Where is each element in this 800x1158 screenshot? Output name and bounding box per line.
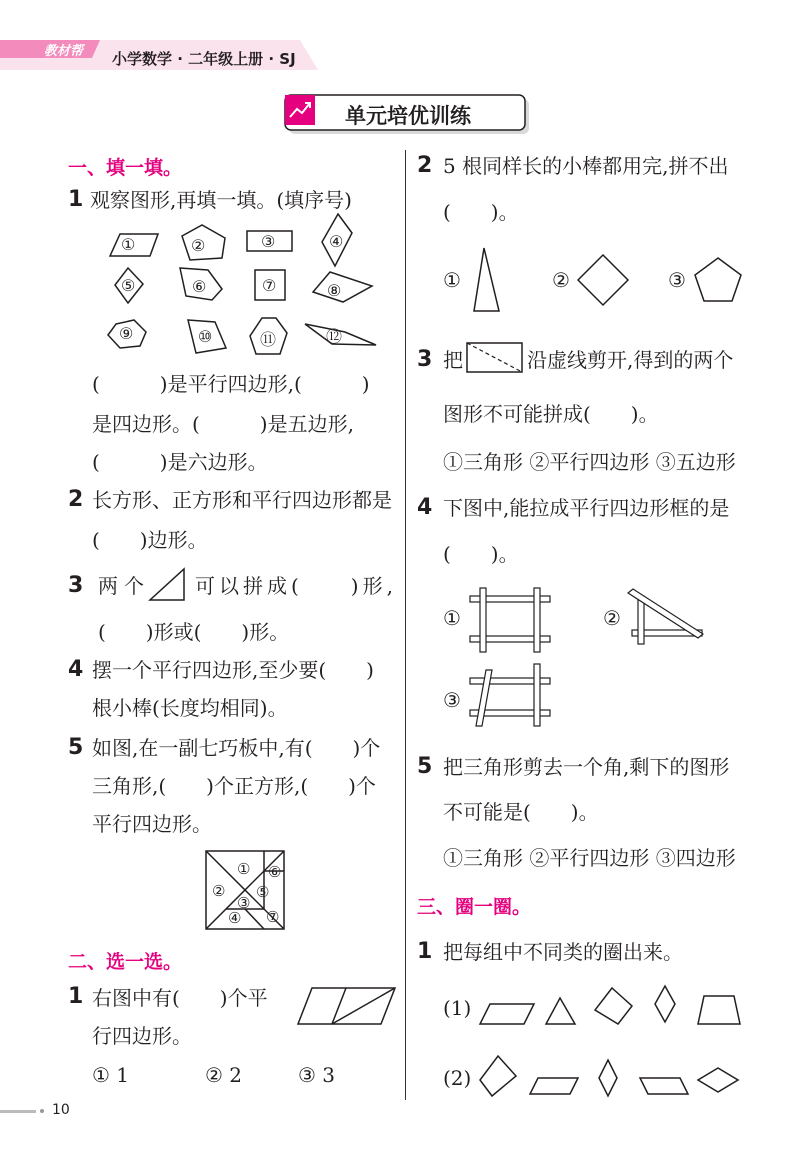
r-q4-line-2: ( )。 <box>443 542 519 566</box>
q1-mark-10: ⑩ <box>198 327 213 346</box>
r-q2-line-1: 5 根同样长的小棒都用完,拼不出 <box>443 154 729 178</box>
r-q3-number: 3 <box>417 347 433 372</box>
unit-title: 单元培优训练 <box>345 104 471 128</box>
r-q2-line-2: ( )。 <box>443 200 519 224</box>
r-q5-line-1: 把三角形剪去一个角,剩下的图形 <box>443 755 730 779</box>
q4-line-1: 摆一个平行四边形,至少要( ) <box>92 658 374 682</box>
r-q4-number: 4 <box>417 495 433 520</box>
q1-mark-9: ⑨ <box>119 324 134 343</box>
r-q3-options[interactable]: ①三角形 ②平行四边形 ③五边形 <box>443 450 736 474</box>
q3-line-2: ( )形或( )形。 <box>98 620 290 644</box>
q3-text-b: 可以拼成( )形, <box>195 574 397 598</box>
q1-line-1: ( )是平行四边形,( ) <box>92 372 370 396</box>
g1-parallelogram <box>480 1004 534 1024</box>
q1-mark-11: ⑪ <box>260 330 277 349</box>
q1-text: 观察图形,再填一填。(填序号) <box>90 188 352 212</box>
r-q4-mark-2: ② <box>603 606 621 630</box>
q2-number: 2 <box>68 487 84 512</box>
q6-number: 1 <box>68 984 84 1009</box>
tangram-mark-2: ② <box>212 882 226 900</box>
q1-mark-1: ① <box>121 235 136 254</box>
r-q2-mark-2: ② <box>552 268 570 292</box>
q1-mark-5: ⑤ <box>121 276 136 295</box>
q1-mark-6: ⑥ <box>192 277 207 296</box>
tangram-mark-1: ① <box>237 860 251 878</box>
q2-line-1: 长方形、正方形和平行四边形都是 <box>92 488 392 512</box>
q1-line-2: 是四边形。( )是五边形, <box>92 412 354 436</box>
g2-parallelogram <box>530 1078 578 1094</box>
r-q6-number: 1 <box>417 939 433 964</box>
q3-text-a: 两个 <box>98 574 150 598</box>
r-q2-mark-1: ① <box>443 268 461 292</box>
g2-rhombus-2 <box>698 1068 738 1092</box>
footer-rule <box>0 1110 36 1113</box>
r-q5-number: 5 <box>417 754 433 779</box>
group-1-label: (1) <box>443 996 472 1020</box>
g1-quadrilateral <box>595 988 632 1024</box>
g1-trapezoid <box>698 996 740 1024</box>
g2-parallelogram-2 <box>640 1078 688 1094</box>
r-q5-line-2: 不可能是( )。 <box>443 800 599 824</box>
r-q3-line-2: 图形不可能拼成( )。 <box>443 402 659 426</box>
section-fill-in: 一、填一填。 <box>68 157 183 179</box>
q4-line-2: 根小棒(长度均相同)。 <box>92 696 288 720</box>
q5-line-3: 平行四边形。 <box>92 812 212 836</box>
q1-mark-2: ② <box>191 236 206 255</box>
q1-mark-8: ⑧ <box>327 281 342 300</box>
q3-number: 3 <box>68 573 84 598</box>
q2-line-2: ( )边形。 <box>92 528 208 552</box>
r-q5-options[interactable]: ①三角形 ②平行四边形 ③四边形 <box>443 846 736 870</box>
g1-rhombus <box>655 986 675 1022</box>
g2-quadrilateral <box>480 1056 516 1096</box>
q1-mark-4: ④ <box>329 232 344 251</box>
r-q6-line-1: 把每组中不同类的圈出来。 <box>443 940 683 964</box>
tangram-mark-7: ⑦ <box>266 908 280 926</box>
q6-option-3[interactable]: ③ 3 <box>298 1063 336 1087</box>
r-q2-mark-3: ③ <box>668 268 686 292</box>
tangram-mark-6: ⑥ <box>268 863 282 881</box>
q5-line-2: 三角形,( )个正方形,( )个 <box>92 774 376 798</box>
brand-badge: 教材帮 <box>44 44 84 59</box>
r-q4-mark-3: ③ <box>443 688 461 712</box>
page-number: 10 <box>52 1102 70 1118</box>
q1-mark-7: ⑦ <box>262 276 277 295</box>
q1-mark-3: ③ <box>261 232 276 251</box>
q5-line-1: 如图,在一副七巧板中,有( )个 <box>92 736 381 760</box>
q6-line-2: 行四边形。 <box>92 1024 192 1048</box>
section-choose: 二、选一选。 <box>68 951 183 973</box>
tangram-mark-4: ④ <box>228 909 242 927</box>
q6-option-1[interactable]: ① 1 <box>92 1063 130 1087</box>
r-q3-text-b: 沿虚线剪开,得到的两个 <box>527 348 734 372</box>
q5-number: 5 <box>68 735 84 760</box>
footer-dot <box>40 1109 44 1113</box>
section-circle: 三、圈一圈。 <box>417 896 532 918</box>
group-2-label: (2) <box>443 1066 472 1090</box>
r-q4-line-1: 下图中,能拉成平行四边形框的是 <box>443 496 730 520</box>
q1-line-3: ( )是六边形。 <box>92 450 268 474</box>
q1-number: 1 <box>68 187 84 212</box>
tangram-mark-3: ③ <box>237 894 251 912</box>
tangram-mark-5: ⑤ <box>256 883 270 901</box>
q1-mark-12: ⑫ <box>326 327 343 346</box>
q4-number: 4 <box>68 657 84 682</box>
book-title: 小学数学 · 二年级上册 · SJ <box>112 50 296 68</box>
q6-option-2[interactable]: ② 2 <box>205 1063 243 1087</box>
r-q4-mark-1: ① <box>443 606 461 630</box>
r-q3-text-a: 把 <box>443 348 463 372</box>
r-q2-number: 2 <box>417 153 433 178</box>
g2-rhombus <box>599 1060 617 1096</box>
q6-line-1: 右图中有( )个平 <box>92 986 268 1010</box>
g1-triangle <box>546 998 575 1024</box>
